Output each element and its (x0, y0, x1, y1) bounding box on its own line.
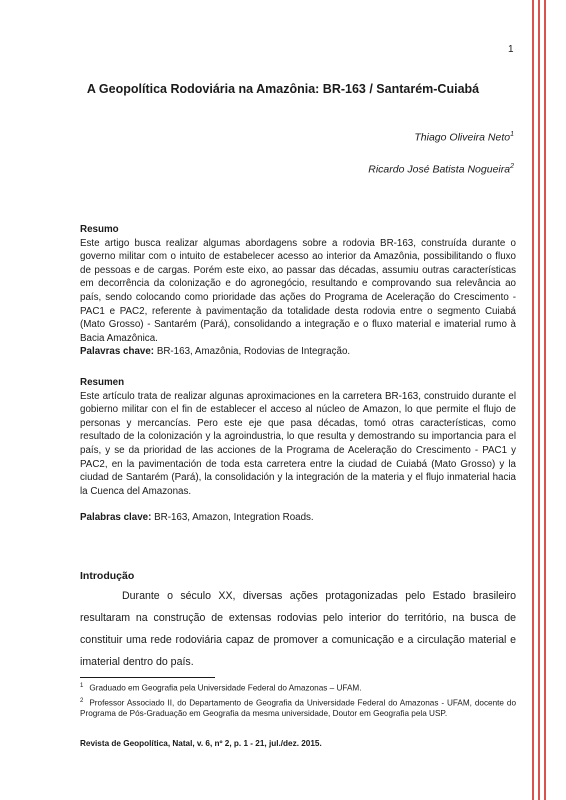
footnote-marker: 1 (80, 683, 84, 689)
footnote-marker: 2 (80, 698, 84, 705)
abstract-es-body: Este artículo trata de realizar algunas aproximaciones en la carretera BR-163, construido durante el gobierno militar con el fin de establecer el acceso al núcleo de Amazon, lo que permite el flujo de personas y mercancías. Pero este eje que pasa décadas, tomó otras características, como resultado de la colonización y la agroindustria, lo que resulta y demostrando su importancia para el país, y se da prioridad de las acciones de la Programa de Aceleração do Crescimento - PAC1 y PAC2, en la pavimentación de toda esta carretera entre la ciudad de Cuiabá (Mato Grosso) y la ciudad de Santarém (Pará), la consolidación y la integración de la materia y el flujo inmaterial hacia la Cuenca del Amazonas. (80, 390, 516, 497)
keywords-value: BR-163, Amazon, Integration Roads. (154, 512, 314, 524)
paper-title: A Geopolítica Rodoviária na Amazônia: BR-163 / Santarém-Cuiabá (86, 82, 480, 96)
author-1 (414, 131, 514, 144)
abstract-es-heading: Resumen (80, 377, 125, 388)
abstract-pt-heading: Resumo (80, 224, 119, 235)
footnote-2 (80, 696, 516, 720)
abstract-pt (80, 223, 516, 359)
author-name: Thiago Oliveira Neto (414, 131, 511, 144)
abstract-es (80, 376, 516, 525)
author-footnote-ref: 1 (510, 131, 514, 138)
keywords-value: BR-163, Amazônia, Rodovias de Integração. (156, 346, 351, 358)
author-name: Ricardo José Batista Nogueira (368, 163, 511, 176)
margin-line-right (544, 0, 546, 800)
abstract-pt-body: Este artigo busca realizar algumas abordagens sobre a rodovia BR-163, construída durante o governo militar com o intuito de estabelecer acesso ao interior da Amazônia, possibilitando o fluxo de pessoas e de cargas. Porém este eixo, ao passar das décadas, assumiu outras características em decorrência da colonização e do agronegócio, resultando e comprovando sua relevância ao país, sendo colocando como prioridade das ações do Programa de Aceleração do Crescimento - PAC1 e PAC2, referente à pavimentação da totalidade desta rodovia entre o segmento Cuiabá (Mato Grosso) - Santarém (Pará), consolidando a integração e o fluxo material e imaterial rumo à Bacia Amazônica. (80, 237, 516, 344)
keywords-label: Palavras chave: (80, 346, 155, 358)
author-2 (368, 163, 514, 176)
introduction-body: Durante o século XX, diversas ações protagonizadas pelo Estado brasileiro resultaram na construção de extensas rodovias pelo interior do território, na busca de constituir uma rede rodoviária capaz de promover a comunicação e a circulação material e imaterial dentro do país. (80, 590, 516, 668)
footnote-1 (80, 681, 516, 694)
introduction-heading: Introdução (80, 570, 135, 582)
footnote-text: Professor Associado II, do Departamento de Geografia da Universidade Federal do Amazonas - UFAM, docente do Programa de Pós-Graduação em Geografia da mesma universidade, Doutor em Geografia pela USP. (80, 698, 516, 719)
journal-footer: Revista de Geopolítica, Natal, v. 6, nº 2, p. 1 - 21, jul./dez. 2015. (80, 739, 322, 748)
abstract-es-keywords (80, 511, 516, 525)
page-number: 1 (508, 44, 514, 55)
margin-line-middle (538, 0, 540, 800)
footnote-divider (80, 677, 215, 678)
footnote-text: Graduado em Geografia pela Universidade Federal do Amazonas – UFAM. (89, 683, 362, 693)
margin-line-left (532, 0, 534, 800)
footnotes (80, 681, 516, 722)
abstract-pt-keywords (80, 345, 516, 359)
author-footnote-ref: 2 (510, 163, 514, 170)
keywords-label: Palabras clave: (80, 512, 152, 524)
